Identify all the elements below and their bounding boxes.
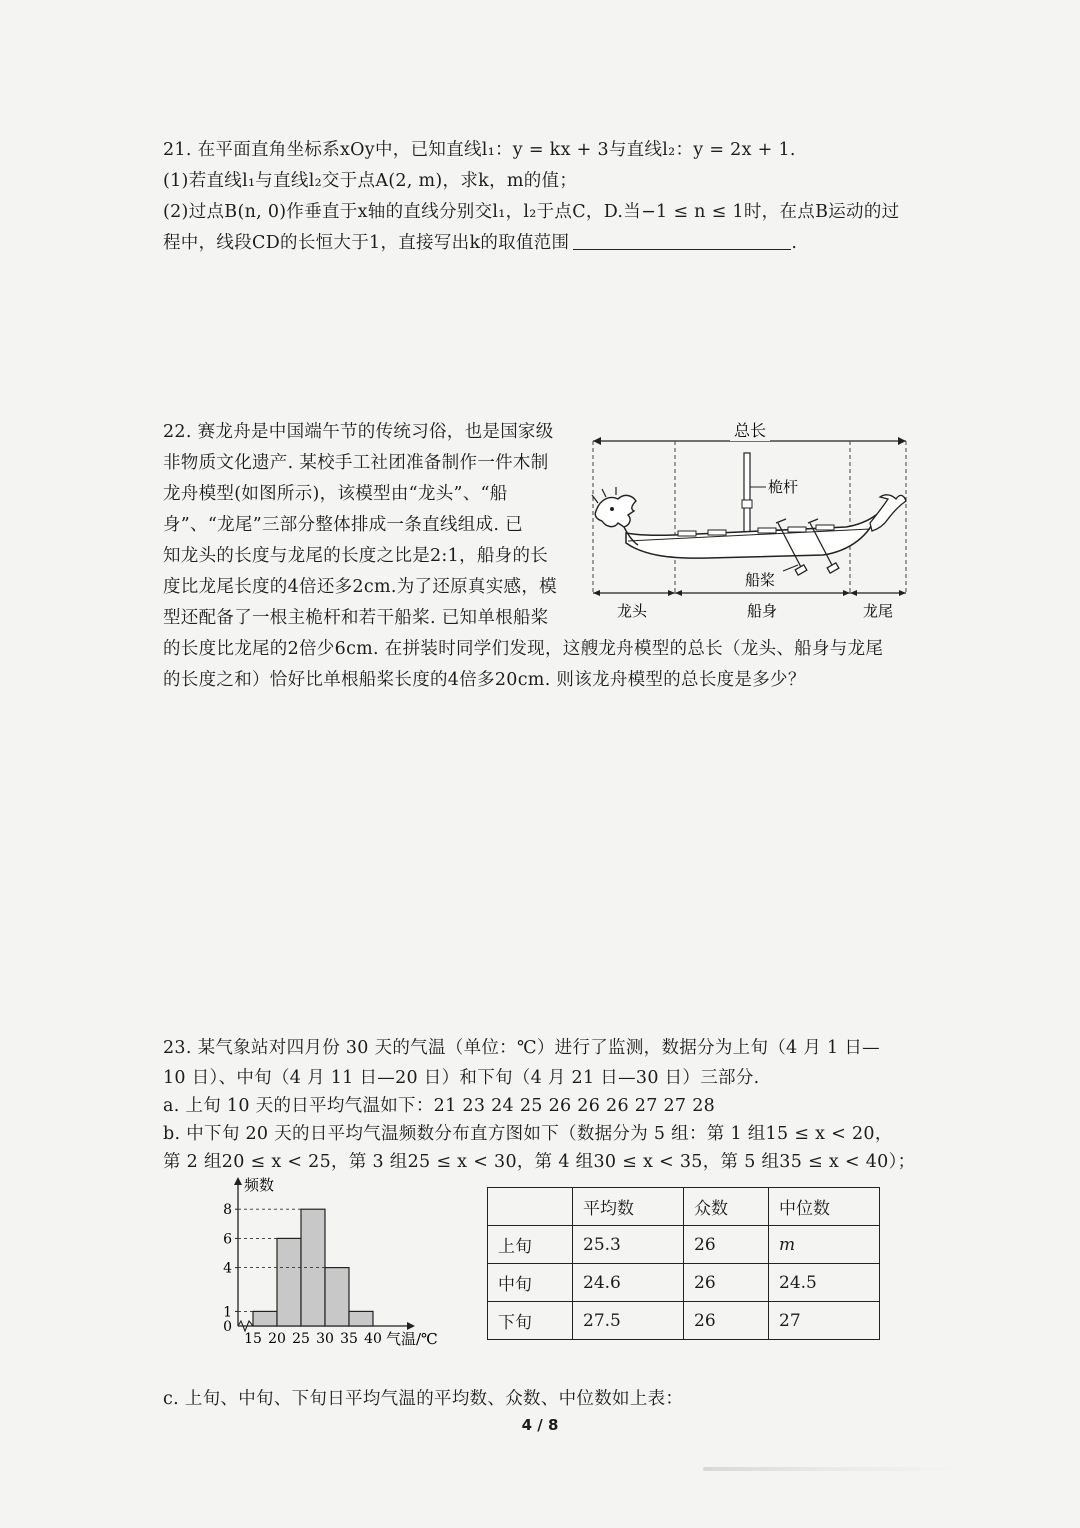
- page-number: 4 / 8: [521, 1416, 559, 1434]
- q23-line-1: 23. 某气象站对四月份 30 天的气温（单位：℃）进行了监测，数据分为上旬（4 月 1 日—: [163, 1038, 880, 1058]
- body-label: 船身: [746, 602, 778, 620]
- q23-line-2: 10 日）、中旬（4 月 11 日—20 日）和下旬（4 月 21 日—30 日）三部分.: [163, 1068, 760, 1088]
- table-row: [488, 1302, 880, 1340]
- q21-line-4: [163, 229, 797, 254]
- y-tick-label: 4: [223, 1260, 232, 1277]
- table-row: [488, 1264, 880, 1302]
- table-cell: 26: [684, 1226, 769, 1264]
- y-axis-arrow: [234, 1177, 242, 1185]
- y-tick-label: 0: [223, 1319, 232, 1335]
- histogram-bar: [277, 1238, 301, 1326]
- table-header-cell: 中位数: [769, 1188, 880, 1226]
- y-tick-label: 8: [223, 1202, 232, 1219]
- total-length-label: 总长: [733, 421, 767, 440]
- table-cell: m: [769, 1226, 880, 1264]
- q22-line-2: 非物质文化遗产. 某校手工社团准备制作一件木制: [163, 453, 549, 473]
- table-header-row: [488, 1188, 880, 1226]
- q22-line-3: 龙舟模型(如图所示)，该模型由“龙头”、“船: [163, 484, 508, 504]
- table-header-cell: [488, 1188, 573, 1226]
- histogram-bar: [325, 1268, 349, 1326]
- scan-smudge: [703, 1467, 963, 1471]
- table-cell: 26: [684, 1264, 769, 1302]
- tail-label: 龙尾: [862, 602, 894, 620]
- y-axis-label: 频数: [244, 1176, 275, 1194]
- table-cell: 27.5: [573, 1302, 684, 1340]
- table-cell: 27: [769, 1302, 880, 1340]
- q23-line-b: b. 中下旬 20 天的日平均气温频数分布直方图如下（数据分为 5 组：第 1 组15 ≤ x < 20，: [163, 1124, 893, 1144]
- x-tick-label: 40: [364, 1331, 382, 1347]
- q23-line-a: a. 上旬 10 天的日平均气温如下：21 23 24 25 26 26 26 27 27 28: [163, 1096, 716, 1116]
- q22-line-6: 度比龙尾长度的4倍还多2cm.为了还原真实感，模: [163, 577, 557, 597]
- head-label: 龙头: [616, 602, 648, 620]
- oar-label: 船桨: [745, 571, 776, 589]
- table-cell: 中旬: [488, 1264, 573, 1302]
- q21-line-4-end: .: [791, 233, 798, 253]
- q22-line-4: 身”、“龙尾”三部分整体排成一条直线组成. 已: [163, 515, 523, 535]
- q22-line-5: 知龙头的长度与龙尾的长度之比是2:1，船身的长: [163, 546, 549, 566]
- x-tick-label: 20: [268, 1331, 286, 1347]
- y-tick-label: 6: [223, 1231, 232, 1248]
- q22-line-1: 22. 赛龙舟是中国端午节的传统习俗，也是国家级: [163, 422, 554, 442]
- table-cell: 25.3: [573, 1226, 684, 1264]
- x-tick-label: 25: [292, 1331, 310, 1347]
- x-tick-label: 30: [316, 1331, 334, 1347]
- q22-line-8: 的长度比龙尾的2倍少6cm. 在拼装时同学们发现，这艘龙舟模型的总长（龙头、船身与龙尾: [163, 639, 884, 659]
- histogram-bar: [253, 1311, 277, 1326]
- x-axis-arrow: [407, 1322, 415, 1330]
- q21-line-2: (1)若直线l₁与直线l₂交于点A(2, m)，求k，m的值；: [163, 171, 578, 191]
- x-axis-label: 气温/℃: [386, 1330, 438, 1348]
- q21-line-4-text: 程中，线段CD的长恒大于1，直接写出k的取值范围: [163, 233, 570, 253]
- table-header-cell: 众数: [684, 1188, 769, 1226]
- mast-label: 桅杆: [768, 478, 799, 496]
- q21-line-3: (2)过点B(n, 0)作垂直于x轴的直线分别交l₁，l₂于点C，D.当−1 ≤ n ≤ 1时，在点B运动的过: [163, 202, 900, 222]
- table-cell: 下旬: [488, 1302, 573, 1340]
- table-cell: 24.5: [769, 1264, 880, 1302]
- table-cell: 24.6: [573, 1264, 684, 1302]
- answer-blank: [573, 249, 791, 250]
- q21-line-1: 21. 在平面直角坐标系xOy中，已知直线l₁：y = kx + 3与直线l₂：y = 2x + 1.: [163, 140, 796, 160]
- table-row: [488, 1226, 880, 1264]
- table-cell: 上旬: [488, 1226, 573, 1264]
- temperature-histogram: [205, 1172, 460, 1350]
- q23-line-c: c. 上旬、中旬、下旬日平均气温的平均数、众数、中位数如上表：: [163, 1389, 684, 1409]
- dragon-boat-figure: [588, 415, 913, 625]
- y-tick-label: 1: [223, 1304, 232, 1321]
- table-header-cell: 平均数: [573, 1188, 684, 1226]
- x-tick-label: 15: [244, 1331, 262, 1347]
- q23-line-b2: 第 2 组20 ≤ x < 25，第 3 组25 ≤ x < 30，第 4 组30 ≤ x < 35，第 5 组35 ≤ x < 40）；: [163, 1152, 916, 1172]
- stats-table: [487, 1187, 880, 1340]
- x-tick-label: 35: [340, 1331, 358, 1347]
- q22-line-9: 的长度之和）恰好比单根船桨长度的4倍多20cm. 则该龙舟模型的总长度是多少？: [163, 670, 806, 690]
- histogram-bar: [349, 1311, 373, 1326]
- table-cell: 26: [684, 1302, 769, 1340]
- q22-line-7: 型还配备了一根主桅杆和若干船桨. 已知单根船桨: [163, 608, 549, 628]
